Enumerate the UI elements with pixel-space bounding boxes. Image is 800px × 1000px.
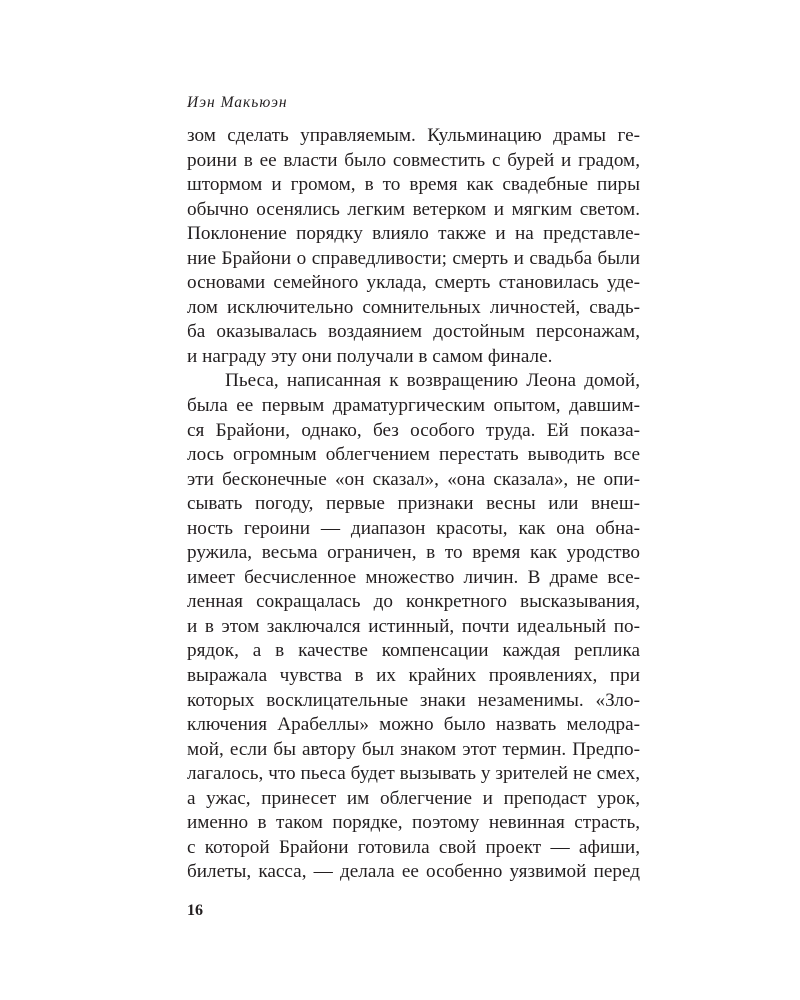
text-line: была ее первым драматургическим опытом, давшим- — [187, 395, 640, 417]
text-line: рядок, а в качестве компенсации каждая реплика — [187, 640, 640, 662]
page-number: 16 — [187, 902, 203, 919]
text-line: и в этом заключался истинный, почти идеальный по- — [187, 615, 640, 637]
text-line: эти бесконечные «он сказал», «она сказала», не опи- — [187, 468, 640, 490]
text-line: ба оказывалась воздаянием достойным персонажам, — [187, 321, 640, 343]
text-line: лось огромным облегчением перестать выводить все — [187, 444, 640, 466]
text-line: Пьеса, написанная к возвращению Леона домой, — [225, 370, 640, 392]
text-line: ся Брайони, однако, без особого труда. Ей показа- — [187, 419, 640, 441]
text-line: штормом и громом, в то время как свадебные пиры — [187, 174, 640, 196]
text-line: сывать погоду, первые признаки весны или внеш- — [187, 493, 640, 515]
text-line: Поклонение порядку влияло также и на представле- — [187, 223, 640, 245]
text-line: а ужас, принесет им облегчение и преподаст урок, — [187, 787, 640, 809]
body-text — [187, 124, 640, 885]
text-line: ность героини — диапазон красоты, как она обна- — [187, 517, 640, 539]
text-line: лагалось, что пьеса будет вызывать у зрителей не смех, — [187, 763, 640, 785]
text-line: выражала чувства в их крайних проявлениях, при — [187, 665, 640, 687]
text-line: мой, если бы автору был знаком этот термин. Предпо- — [187, 738, 640, 760]
text-line: ружила, весьма ограничен, в то время как уродство — [187, 542, 640, 564]
text-line: обычно осенялись легким ветерком и мягким светом. — [187, 198, 640, 220]
text-line: с которой Брайони готовила свой проект — афиши, — [187, 836, 640, 858]
text-line: ние Брайони о справедливости; смерть и свадьба были — [187, 247, 640, 269]
text-line: роини в ее власти было совместить с бурей и градом, — [187, 149, 640, 171]
text-line: и награду эту они получали в самом финале. — [187, 345, 553, 367]
text-line: имеет бесчисленное множество личин. В драме все- — [187, 566, 640, 588]
text-line: основами семейного уклада, смерть становилась уде- — [187, 272, 640, 294]
text-line: лом исключительно сомнительных личностей, свадь- — [187, 296, 640, 318]
text-line: ленная сокращалась до конкретного высказывания, — [187, 591, 640, 613]
running-head: Иэн Макьюэн — [187, 94, 288, 111]
text-line: которых восклицательные знаки незаменимы. «Зло- — [187, 689, 640, 711]
text-line: билеты, касса, — делала ее особенно уязвимой перед — [187, 861, 640, 883]
text-line: именно в таком порядке, поэтому невинная страсть, — [187, 812, 640, 834]
text-line: зом сделать управляемым. Кульминацию драмы ге- — [187, 125, 640, 146]
text-line: ключения Арабеллы» можно было назвать мелодра- — [187, 714, 640, 736]
